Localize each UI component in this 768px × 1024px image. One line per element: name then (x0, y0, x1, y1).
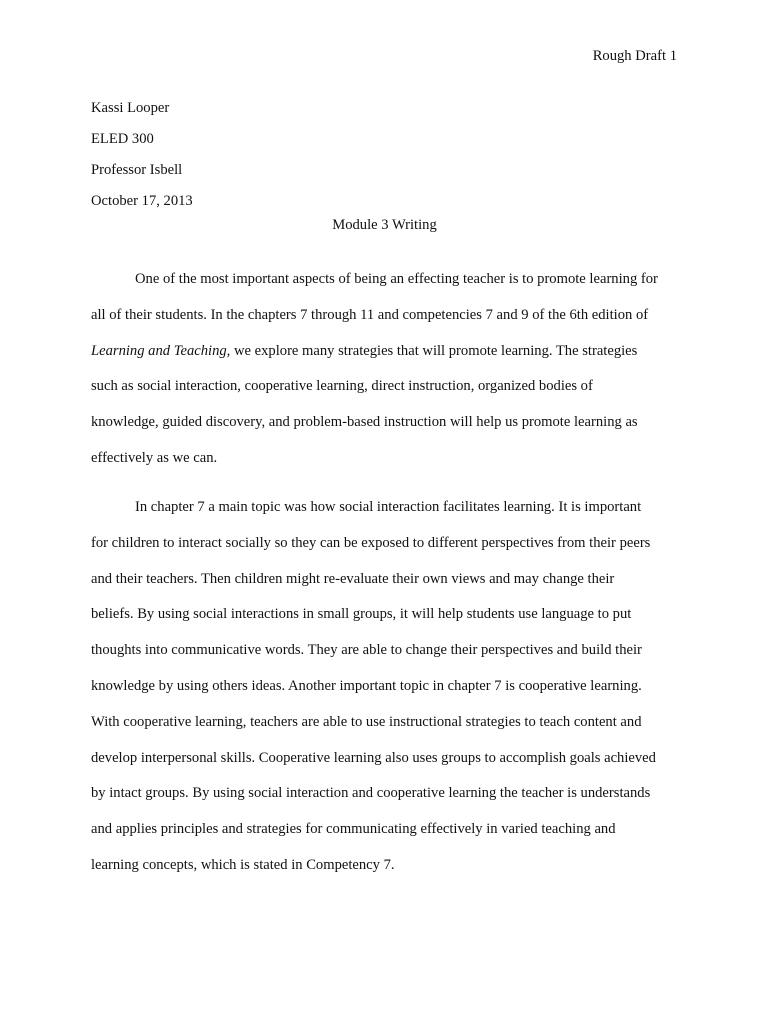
document-title: Module 3 Writing (332, 217, 437, 233)
paragraph-line: for children to interact socially so they can be exposed to different perspectives from their peers (91, 534, 651, 551)
paragraph-line: by intact groups. By using social interaction and cooperative learning the teacher is understands (91, 785, 651, 802)
student-name: Kassi Looper (91, 100, 170, 116)
body-paragraph-1 (91, 262, 678, 477)
paragraph-line (91, 334, 678, 370)
course-code: ELED 300 (91, 131, 154, 147)
paragraph-line: effectively as we can. (91, 449, 218, 466)
paragraph-line: knowledge, guided discovery, and problem-based instruction will help us promote learning as (91, 414, 638, 431)
body-paragraph-2 (91, 490, 678, 884)
paragraph-line: develop interpersonal skills. Cooperative learning also uses groups to accomplish goals achieved (91, 749, 656, 766)
paragraph-line-text: we explore many strategies that will promote learning. The strategies (230, 342, 638, 359)
student-heading-block (91, 93, 678, 217)
paragraph-line: knowledge by using others ideas. Another important topic in chapter 7 is cooperative learning. (91, 677, 642, 694)
paragraph-line: such as social interaction, cooperative learning, direct instruction, organized bodies of (91, 378, 593, 395)
paragraph-line: With cooperative learning, teachers are able to use instructional strategies to teach content and (91, 713, 642, 730)
paragraph-line: thoughts into communicative words. They are able to change their perspectives and build their (91, 642, 642, 659)
paragraph-line: beliefs. By using social interactions in small groups, it will help students use language to put (91, 606, 632, 623)
instructor-name: Professor Isbell (91, 162, 183, 178)
paragraph-line: One of the most important aspects of being an effecting teacher is to promote learning for (135, 271, 658, 287)
paragraph-line: In chapter 7 a main topic was how social interaction facilitates learning. It is important (135, 499, 642, 515)
running-header: Rough Draft 1 (592, 48, 677, 64)
paragraph-line: all of their students. In the chapters 7 through 11 and competencies 7 and 9 of the 6th edition of (91, 306, 649, 323)
paragraph-line: and their teachers. Then children might re-evaluate their own views and may change their (91, 570, 615, 587)
submission-date: October 17, 2013 (91, 193, 193, 209)
book-title: Learning and Teaching, (91, 342, 231, 359)
paragraph-line: learning concepts, which is stated in Competency 7. (91, 856, 395, 873)
paragraph-line: and applies principles and strategies for communicating effectively in varied teaching and (91, 821, 616, 838)
